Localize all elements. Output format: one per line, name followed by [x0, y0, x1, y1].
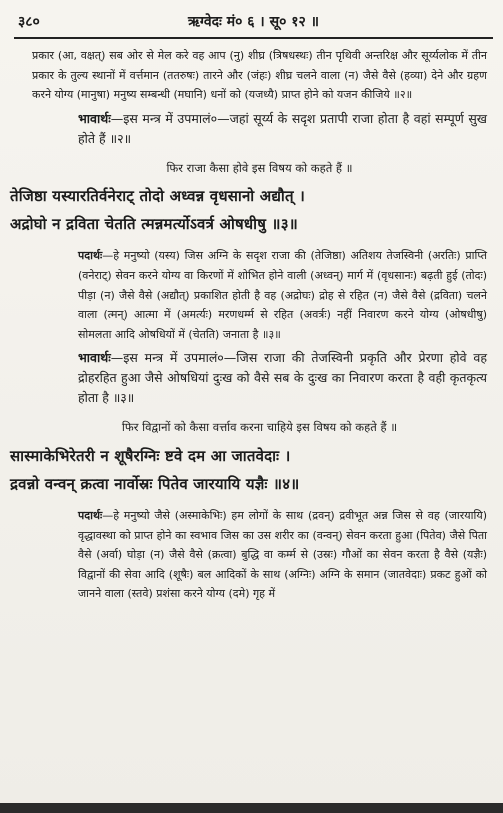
topic-intro-4: फिर विद्वानों को कैसा वर्त्ताव करना चाहिये इस विषय को कहते हैं ॥ — [121, 420, 398, 435]
header-rule — [14, 37, 493, 39]
padartha-paragraph-4: पदार्थः—हे मनुष्यो जैसे (अस्माकेभिः) हम लोगों के साथ (द्रवन्) द्रवीभूत अन्न जिस से वह (जारयायि) वृद्धावस्था को प्राप्त होने का स्वभाव जिस का उस शरीर का (वन्वन्) सेवन करता हुआ (पितेव) जैसे पिता वैसे (अर्वा) घोड़ा (न) जैसे वैसे (क्रत्वा) बुद्धि वा कर्म्म से (उस्रः) गौओं का सेवन करता है वैसे (यज्ञैः) विद्वानों की सेवा आदि (शूषैः) बल आदिकों के साथ (अग्निः) अग्नि के समान (जातवेदाः) प्रकट हुओं को जानने वाला (स्तवे) प्रशंसा करने योग्य (दमे) गृह में — [78, 508, 487, 601]
page-body — [10, 46, 487, 604]
padartha-paragraph-2: प्रकार (आ, वक्षत्) सब ओर से मेल करे वह आप (नु) शीघ्र (त्रिषधस्थः) तीन पृथिवी अन्तरिक्ष और सूर्य्यलोक में तीन प्रकार के तुल्य स्थानों में वर्त्तमान (ततरुषः) तारने और (जंहः) शीघ्र चलने वाला (न) जैसे वैसे (हव्या) देने और ग्रहण करने योग्य (मानुषा) मनुष्य सम्बन्धी (मघानि) धनों को (यजध्यै) प्राप्त होने को यजन कीजिये ॥२॥ — [32, 49, 487, 102]
mantra-4-line-2: द्रवन्नो वन्वन् क्रत्वा नार्वोस्रः पितेव जारयायि यज्ञैः ॥४॥ — [10, 474, 300, 493]
mantra-4-line-1: सास्माकेभिरेतरी न शूषैरग्निः ष्टवे दम आ जातवेदाः । — [10, 446, 291, 465]
page-number: ३८० — [18, 13, 40, 30]
mantra-3-line-2: अद्रोघो न द्रविता चेतति त्मन्नमर्त्योऽवर्त्र ओषधीषु ॥३॥ — [10, 215, 298, 234]
page-header — [18, 6, 489, 36]
topic-intro-3: फिर राजा कैसा होवे इस विषय को कहते हैं ॥ — [166, 160, 353, 175]
mantra-3-line-1: तेजिष्ठा यस्यारतिर्वनेराट् तोदो अध्वन्न वृधसानो अद्यौत् । — [10, 187, 306, 206]
running-title: ऋग्वेदः मं० ६ । सू० १२ ॥ — [187, 13, 320, 30]
bhavartha-2: भावार्थः—इस मन्त्र में उपमालं०—जहां सूर्य्य के सदृश प्रतापी राजा होता है वहां सम्पूर्ण सुख होते हैं ॥२॥ — [78, 110, 487, 146]
bhavartha-3: भावार्थः—इस मन्त्र में उपमालं०—जिस राजा की तेजस्विनी प्रकृति और प्रेरणा होवे वह द्रोहरहित हुआ जैसे ओषधियां दुःख को वैसे सब के दुःख का निवारण करता है वही कृतकृत्य होता है ॥३॥ — [78, 350, 487, 406]
scan-edge — [0, 803, 503, 813]
padartha-paragraph-3: पदार्थः—हे मनुष्यो (यस्य) जिस अग्नि के सदृश राजा की (तेजिष्ठा) अतिशय तेजस्विनी (अरतिः) प्राप्ति (वनेराट्) सेवन करने योग्य वा किरणों में शोभित होने वाली (अध्वन्) मार्ग में (वृधसानः) बढ़ती हुई (तोदः) पीड़ा (न) जैसे वैसे (अद्यौत्) प्रकाशित होती है वह (अद्रोघः) द्रोह से रहित (न) जैसे वैसे (द्रविता) चलने वाला (त्मन्) आत्मा में (अमर्त्यः) मरणधर्म्म से रहित (अवर्त्रः) नहीं निवारण करने योग्य (ओषधीषु) सोमलता आदि ओषधियों में (चेतति) जनाता है ॥३॥ — [78, 249, 487, 341]
